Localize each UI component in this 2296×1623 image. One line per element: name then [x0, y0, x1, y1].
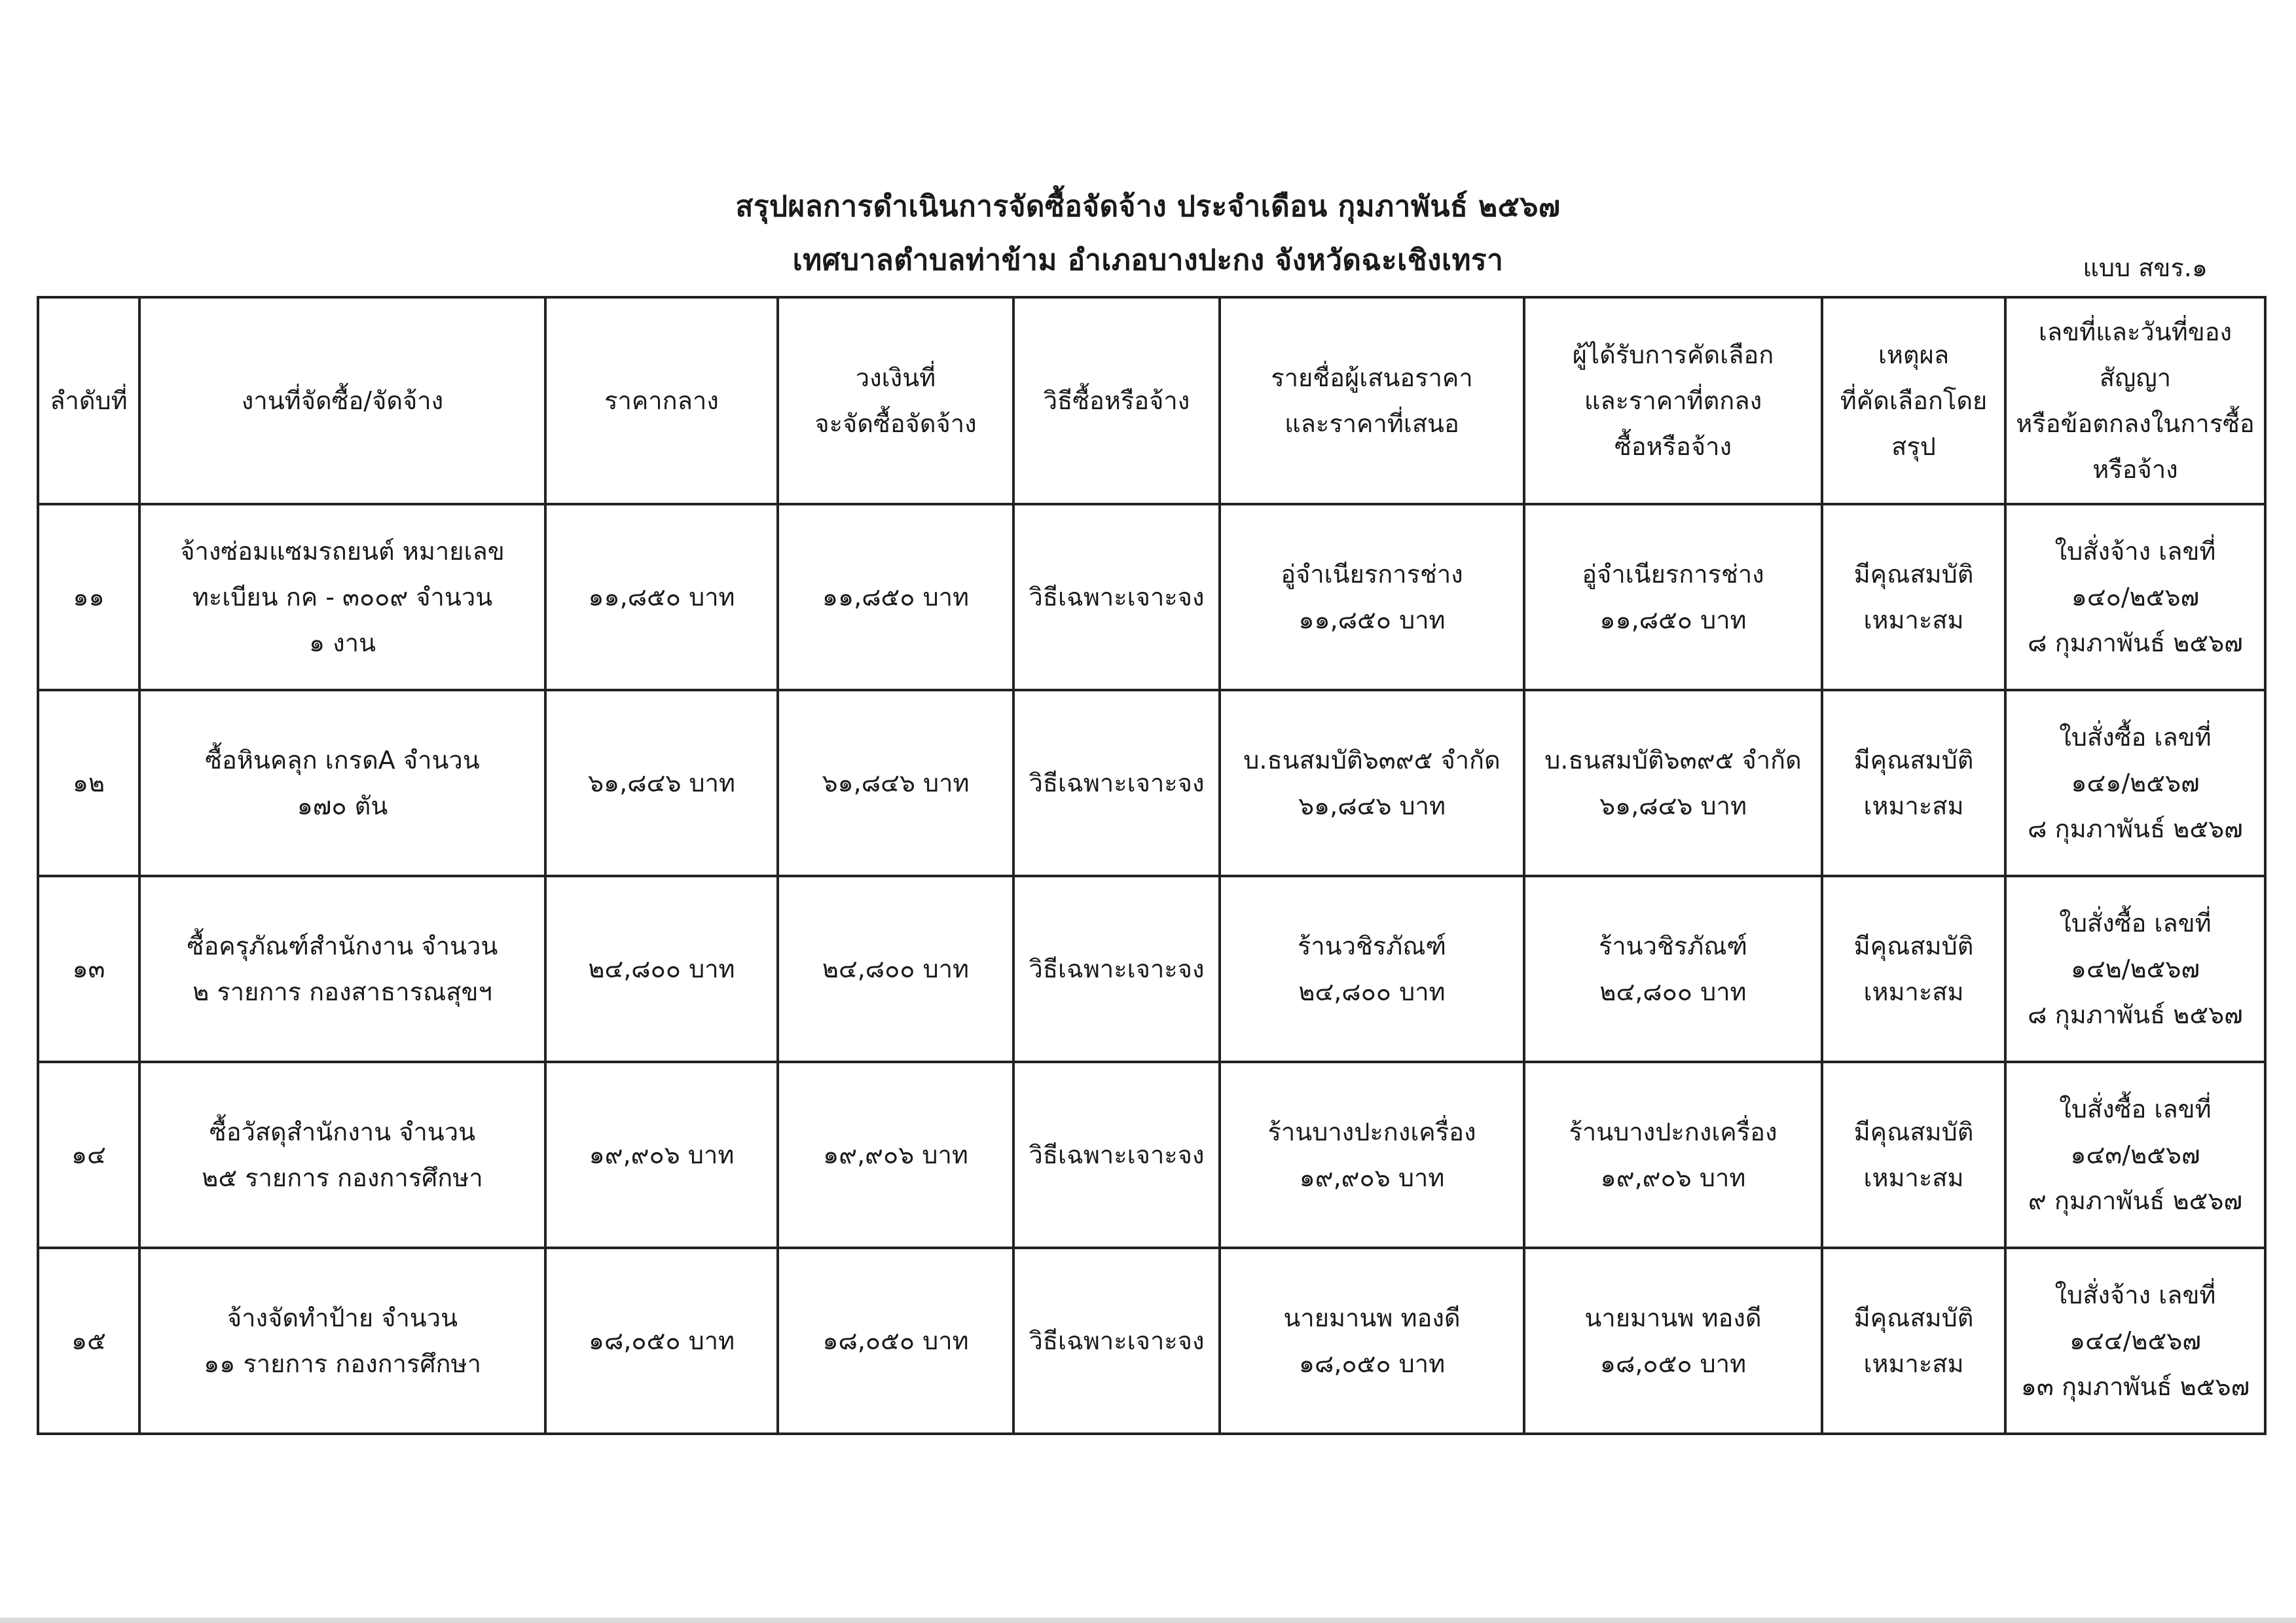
cell-line: ๒ รายการ กองสาธารณสุขฯ [192, 977, 492, 1006]
cell-selected [1524, 1062, 1822, 1248]
cell-line: เลขที่และวันที่ของ [2038, 318, 2232, 346]
procurement-table [37, 296, 2267, 1435]
cell-line: ร้านบางปะกงเครื่อง [1569, 1118, 1777, 1146]
cell-reason [1822, 1248, 2005, 1434]
cell-line: จะจัดซื้อจัดจ้าง [814, 409, 977, 438]
cell-line: ลำดับที่ [50, 386, 128, 415]
cell-contract [2005, 690, 2265, 876]
cell-line: รายชื่อผู้เสนอราคา [1271, 363, 1473, 392]
cell-reason [1822, 876, 2005, 1062]
cell-item [139, 1062, 545, 1248]
cell-contract [2005, 1248, 2265, 1434]
cell-line: ๑๙,๙๐๖ บาท [1299, 1163, 1445, 1192]
cell-line: มีคุณสมบัติ [1853, 746, 1974, 775]
table-row [38, 690, 2265, 876]
cell-line: ๑๘,๐๕๐ บาท [1599, 1349, 1747, 1378]
cell-no: ๑๔ [38, 1062, 139, 1248]
cell-line: ราคากลาง [604, 386, 719, 415]
cell-line: ใบสั่งซื้อ เลขที่ [2059, 723, 2212, 752]
cell-selected [1524, 1248, 1822, 1434]
cell-line: มีคุณสมบัติ [1853, 560, 1974, 589]
cell-median-price: ๑๙,๙๐๖ บาท [545, 1062, 778, 1248]
col-header-method [1013, 297, 1220, 504]
table-body [38, 504, 2265, 1434]
cell-line: ๘ กุมภาพันธ์ ๒๕๖๗ [2028, 1000, 2243, 1029]
cell-no: ๑๓ [38, 876, 139, 1062]
cell-line: บ.ธนสมบัติ๖๓๙๕ จำกัด [1544, 746, 1802, 775]
cell-line: เหตุผล [1878, 340, 1950, 369]
cell-line: ๑๑,๘๕๐ บาท [1298, 606, 1446, 634]
cell-median-price: ๒๔,๘๐๐ บาท [545, 876, 778, 1062]
cell-line: หรือจ้าง [2092, 455, 2178, 484]
cell-line: ใบสั่งซื้อ เลขที่ [2059, 1095, 2212, 1123]
cell-median-price: ๑๑,๘๕๐ บาท [545, 504, 778, 690]
cell-contract [2005, 1062, 2265, 1248]
cell-line: ๖๑,๘๔๖ บาท [1599, 792, 1747, 820]
cell-no: ๑๒ [38, 690, 139, 876]
cell-line: มีคุณสมบัติ [1853, 1118, 1974, 1146]
cell-item [139, 504, 545, 690]
cell-selected [1524, 876, 1822, 1062]
cell-line: เหมาะสม [1863, 977, 1964, 1006]
cell-line: ๒๔,๘๐๐ บาท [1599, 977, 1747, 1006]
cell-line: ร้านวชิรภัณฑ์ [1297, 932, 1447, 960]
cell-item [139, 1248, 545, 1434]
scan-edge [0, 1618, 2296, 1623]
cell-method: วิธีเฉพาะเจาะจง [1013, 1062, 1220, 1248]
cell-line: ๑๔๒/๒๕๖๗ [2070, 955, 2200, 983]
cell-method: วิธีเฉพาะเจาะจง [1013, 1248, 1220, 1434]
cell-line: ซื้อครุภัณฑ์สำนักงาน จำนวน [187, 932, 498, 960]
cell-contract [2005, 876, 2265, 1062]
col-header-median-price [545, 297, 778, 504]
col-header-reason [1822, 297, 2005, 504]
cell-line: เหมาะสม [1863, 792, 1964, 820]
cell-line: บ.ธนสมบัติ๖๓๙๕ จำกัด [1243, 746, 1501, 775]
cell-line: ร้านบางปะกงเครื่อง [1267, 1118, 1476, 1146]
cell-line: ๑๔๔/๒๕๖๗ [2069, 1326, 2201, 1355]
cell-line: ซื้อวัสดุสำนักงาน จำนวน [209, 1118, 476, 1146]
cell-bidders [1220, 876, 1524, 1062]
cell-line: วิธีซื้อหรือจ้าง [1043, 386, 1190, 415]
cell-line: หรือข้อตกลงในการซื้อ [2016, 409, 2255, 438]
cell-method: วิธีเฉพาะเจาะจง [1013, 690, 1220, 876]
table-header-row [38, 297, 2265, 504]
cell-line: ๑๙,๙๐๖ บาท [1600, 1163, 1746, 1192]
cell-bidders [1220, 1248, 1524, 1434]
cell-budget: ๑๑,๘๕๐ บาท [778, 504, 1013, 690]
col-header-selected [1524, 297, 1822, 504]
cell-line: ทะเบียน กค - ๓๐๐๙ จำนวน [192, 583, 493, 611]
cell-line: ๒๔,๘๐๐ บาท [1298, 977, 1446, 1006]
cell-line: ๑๔๓/๒๕๖๗ [2070, 1140, 2200, 1169]
cell-line: ๑๔๑/๒๕๖๗ [2071, 769, 2200, 797]
cell-line: ผู้ได้รับการคัดเลือก [1572, 340, 1774, 369]
cell-line: ๑ งาน [308, 629, 376, 657]
table-row [38, 876, 2265, 1062]
cell-line: ร้านวชิรภัณฑ์ [1598, 932, 1748, 960]
table-row [38, 1062, 2265, 1248]
cell-selected [1524, 504, 1822, 690]
cell-line: ๖๑,๘๔๖ บาท [1298, 792, 1446, 820]
cell-line: นายมานพ ทองดี [1283, 1304, 1461, 1332]
cell-line: ที่คัดเลือกโดย [1840, 386, 1988, 415]
table-row [38, 504, 2265, 690]
form-code: แบบ สขร.๑ [2083, 253, 2208, 282]
cell-line: ใบสั่งจ้าง เลขที่ [2054, 1281, 2216, 1309]
cell-budget: ๖๑,๘๔๖ บาท [778, 690, 1013, 876]
cell-line: จ้างจัดทำป้าย จำนวน [227, 1304, 458, 1332]
cell-line: ๑๔๐/๒๕๖๗ [2071, 583, 2200, 611]
cell-contract [2005, 504, 2265, 690]
cell-line: ๘ กุมภาพันธ์ ๒๕๖๗ [2028, 629, 2243, 657]
cell-median-price: ๖๑,๘๔๖ บาท [545, 690, 778, 876]
cell-line: งานที่จัดซื้อ/จัดจ้าง [241, 386, 444, 415]
cell-budget: ๒๔,๘๐๐ บาท [778, 876, 1013, 1062]
col-header-bidders [1220, 297, 1524, 504]
cell-line: ๑๑ รายการ กองการศึกษา [204, 1349, 481, 1378]
cell-line: นายมานพ ทองดี [1584, 1304, 1762, 1332]
cell-reason [1822, 690, 2005, 876]
cell-line: ซื้อหรือจ้าง [1614, 432, 1732, 461]
cell-median-price: ๑๘,๐๕๐ บาท [545, 1248, 778, 1434]
cell-bidders [1220, 690, 1524, 876]
cell-line: อู่จำเนียรการช่าง [1281, 560, 1463, 589]
cell-line: วงเงินที่ [855, 363, 936, 392]
cell-line: เหมาะสม [1863, 606, 1964, 634]
page-subtitle: เทศบาลตำบลท่าข้าม อำเภอบางปะกง จังหวัดฉะเชิงเทรา [792, 244, 1504, 277]
table-row [38, 1248, 2265, 1434]
cell-no: ๑๑ [38, 504, 139, 690]
cell-method: วิธีเฉพาะเจาะจง [1013, 876, 1220, 1062]
cell-line: เหมาะสม [1863, 1163, 1964, 1192]
cell-budget: ๑๙,๙๐๖ บาท [778, 1062, 1013, 1248]
cell-line: จ้างซ่อมแซมรถยนต์ หมายเลข [180, 537, 505, 566]
cell-line: ใบสั่งจ้าง เลขที่ [2054, 537, 2216, 566]
cell-line: ๑๗๐ ตัน [297, 792, 388, 820]
col-header-budget [778, 297, 1013, 504]
col-header-no [38, 297, 139, 504]
cell-line: และราคาที่เสนอ [1285, 409, 1459, 438]
page-title: สรุปผลการดำเนินการจัดซื้อจัดจ้าง ประจำเดือน กุมภาพันธ์ ๒๕๖๗ [735, 190, 1561, 223]
cell-line: อู่จำเนียรการช่าง [1582, 560, 1764, 589]
cell-line: มีคุณสมบัติ [1853, 1304, 1974, 1332]
col-header-contract [2005, 297, 2265, 504]
cell-line: ๑๓ กุมภาพันธ์ ๒๕๖๗ [2020, 1372, 2250, 1401]
cell-line: ซื้อหินคลุก เกรดA จำนวน [205, 746, 480, 775]
cell-line: เหมาะสม [1863, 1349, 1964, 1378]
cell-selected [1524, 690, 1822, 876]
cell-line: มีคุณสมบัติ [1853, 932, 1974, 960]
cell-bidders [1220, 504, 1524, 690]
cell-budget: ๑๘,๐๕๐ บาท [778, 1248, 1013, 1434]
cell-item [139, 876, 545, 1062]
cell-line: สัญญา [2099, 363, 2172, 392]
cell-method: วิธีเฉพาะเจาะจง [1013, 504, 1220, 690]
cell-line: ๑๑,๘๕๐ บาท [1599, 606, 1747, 634]
cell-reason [1822, 504, 2005, 690]
cell-line: สรุป [1891, 432, 1936, 461]
cell-reason [1822, 1062, 2005, 1248]
cell-line: ๑๘,๐๕๐ บาท [1298, 1349, 1446, 1378]
col-header-item [139, 297, 545, 504]
cell-no: ๑๕ [38, 1248, 139, 1434]
cell-line: ๙ กุมภาพันธ์ ๒๕๖๗ [2028, 1186, 2243, 1215]
cell-bidders [1220, 1062, 1524, 1248]
cell-line: ๘ กุมภาพันธ์ ๒๕๖๗ [2028, 814, 2243, 843]
cell-line: ๒๕ รายการ กองการศึกษา [202, 1163, 483, 1192]
cell-line: ใบสั่งซื้อ เลขที่ [2059, 909, 2212, 938]
cell-line: และราคาที่ตกลง [1584, 386, 1762, 415]
cell-item [139, 690, 545, 876]
